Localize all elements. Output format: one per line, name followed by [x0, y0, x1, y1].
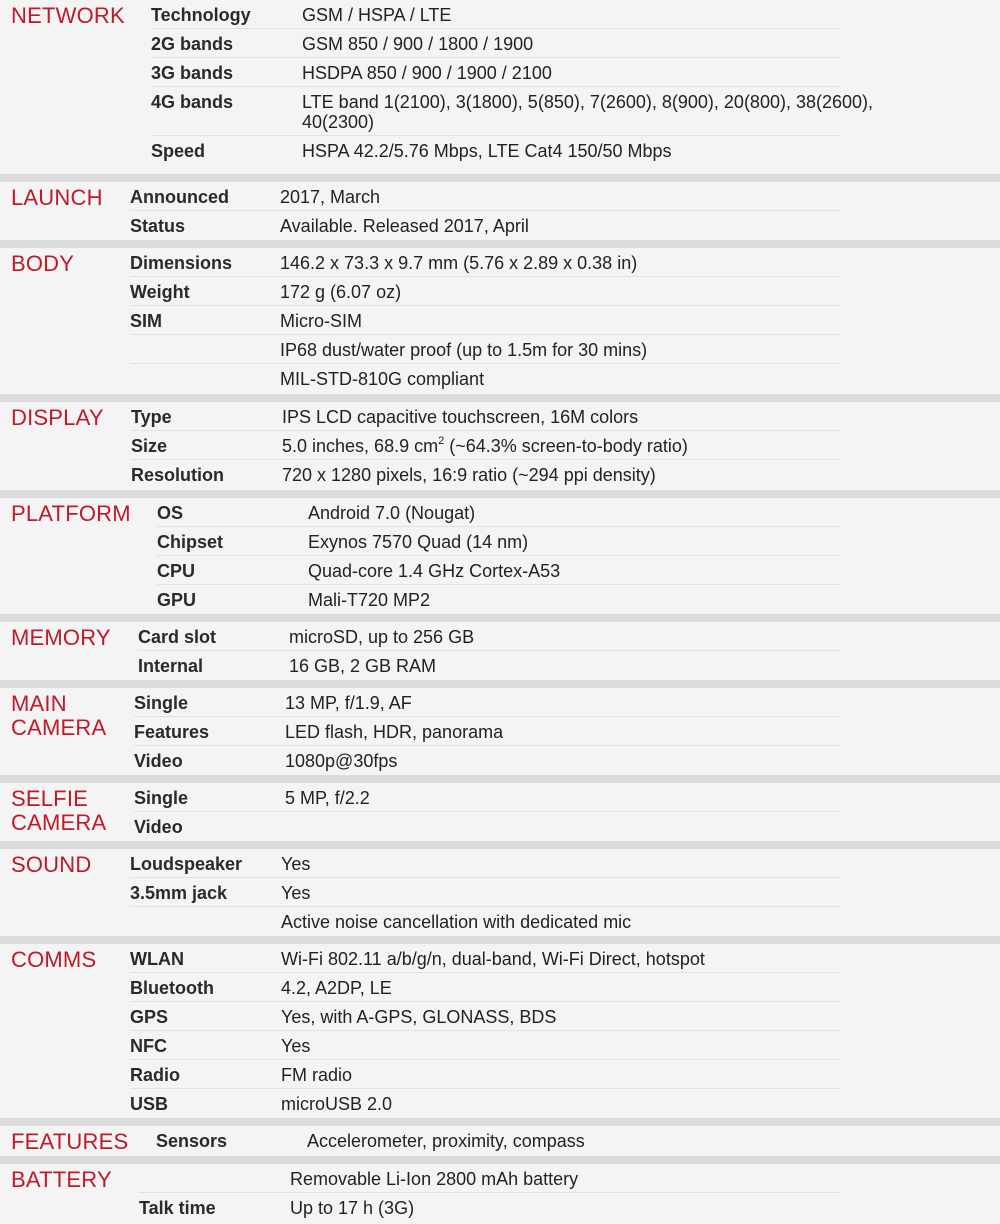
spec-value [281, 907, 1000, 936]
spec-label: Bluetooth [130, 978, 214, 998]
spec-row [156, 1126, 840, 1155]
spec-row [138, 622, 840, 651]
section-title: MEMORY [11, 625, 111, 650]
spec-row [130, 182, 840, 211]
spec-row [130, 1089, 840, 1118]
spec-value-text: Yes [281, 883, 311, 903]
spec-value-text: Yes, with A-GPS, GLONASS, BDS [281, 1007, 557, 1027]
spec-row [157, 585, 840, 614]
spec-value-text: Yes [281, 854, 311, 874]
section-platform [0, 498, 1000, 622]
spec-label: Radio [130, 1065, 181, 1085]
spec-label: 2G bands [151, 34, 234, 54]
spec-value-text: microUSB 2.0 [281, 1094, 393, 1114]
spec-value [280, 211, 1000, 240]
spec-row [130, 1060, 840, 1089]
spec-label: Type [131, 407, 172, 427]
section-selfie-camera [0, 783, 1000, 849]
spec-row [131, 460, 840, 489]
spec-value-text: 4.2, A2DP, LE [281, 978, 392, 998]
spec-value [281, 1031, 1000, 1060]
spec-label: GPU [157, 590, 197, 610]
spec-label: Announced [130, 187, 229, 207]
section-title: SOUND [11, 852, 92, 877]
spec-row [130, 944, 840, 973]
spec-value [290, 1193, 1000, 1222]
spec-value [281, 1002, 1000, 1031]
spec-value-text: 146.2 x 73.3 x 9.7 mm (5.76 x 2.89 x 0.38 in) [280, 253, 638, 273]
spec-row [130, 277, 840, 306]
spec-value [282, 460, 1000, 489]
spec-value-text: 172 g (6.07 oz) [280, 282, 402, 302]
spec-value-text: FM radio [281, 1065, 353, 1085]
section-comms [0, 944, 1000, 1126]
spec-label: Single [134, 693, 189, 713]
spec-row [130, 211, 840, 240]
spec-row [157, 556, 840, 585]
spec-value-text: IP68 dust/water proof (up to 1.5m for 30 mins) [280, 340, 648, 360]
spec-value [302, 0, 1000, 29]
spec-label: Status [130, 216, 186, 236]
spec-value [285, 688, 1000, 717]
section-memory [0, 622, 1000, 688]
spec-value-text: Active noise cancellation with dedicated mic [281, 912, 632, 932]
spec-row [157, 498, 840, 527]
spec-value [302, 136, 1000, 165]
spec-value [281, 878, 1000, 907]
spec-value [289, 622, 1000, 651]
spec-label: Card slot [138, 627, 217, 647]
spec-label: USB [130, 1094, 169, 1114]
spec-label [130, 907, 281, 916]
spec-row [151, 29, 840, 58]
spec-value-text: microSD, up to 256 GB [289, 627, 475, 647]
spec-row [134, 717, 840, 746]
spec-value [280, 306, 1000, 335]
spec-value-text: Mali-T720 MP2 [308, 590, 431, 610]
spec-value-text: Accelerometer, proximity, compass [307, 1131, 585, 1151]
spec-value-text: 13 MP, f/1.9, AF [285, 693, 412, 713]
spec-value-text: GSM / HSPA / LTE [302, 5, 452, 25]
section-title: COMMS [11, 947, 97, 972]
spec-row [139, 1193, 840, 1222]
spec-row [134, 812, 840, 841]
spec-value-text: Exynos 7570 Quad (14 nm) [308, 532, 529, 552]
spec-value-text: 5 MP, f/2.2 [285, 788, 370, 808]
spec-row [130, 973, 840, 1002]
spec-row [138, 651, 840, 680]
spec-label: Speed [151, 141, 206, 161]
section-title: FEATURES [11, 1129, 129, 1154]
spec-row [134, 688, 840, 717]
spec-value [285, 812, 1000, 821]
spec-value [308, 585, 1000, 614]
spec-value [281, 1089, 1000, 1118]
spec-value-text: Removable Li-Ion 2800 mAh battery [290, 1169, 579, 1189]
spec-value [280, 277, 1000, 306]
spec-label: Internal [138, 656, 204, 676]
spec-row [130, 878, 840, 907]
section-main-camera [0, 688, 1000, 783]
spec-value [302, 58, 1000, 87]
spec-label: SIM [130, 311, 163, 331]
spec-row [130, 364, 840, 393]
spec-row [131, 431, 840, 460]
spec-value-text: 1080p@30fps [285, 751, 398, 771]
spec-row [134, 783, 840, 812]
spec-value-text: GSM 850 / 900 / 1800 / 1900 [302, 34, 534, 54]
spec-label: Size [131, 436, 168, 456]
spec-row [134, 746, 840, 775]
spec-value-text: LTE band 1(2100), 3(1800), 5(850), 7(2600), 8(900), 20(800), 38(2600), 40(2300) [302, 92, 874, 132]
spec-value-text: HSPA 42.2/5.76 Mbps, LTE Cat4 150/50 Mbps [302, 141, 672, 161]
spec-label: OS [157, 503, 184, 523]
spec-row [130, 1002, 840, 1031]
spec-value-superscript: 2 [438, 435, 445, 447]
section-battery [0, 1164, 1000, 1224]
section-title: SELFIE CAMERA [11, 786, 107, 835]
spec-value-text: IPS LCD capacitive touchscreen, 16M colors [282, 407, 639, 427]
spec-value-text: Up to 17 h (3G) [290, 1198, 415, 1218]
spec-value [281, 1060, 1000, 1089]
spec-label [130, 364, 280, 373]
spec-label: Video [134, 817, 183, 837]
spec-value [281, 849, 1000, 878]
spec-value [281, 973, 1000, 1002]
spec-value-text: Micro-SIM [280, 311, 362, 331]
spec-value [308, 498, 1000, 527]
spec-row [157, 527, 840, 556]
spec-value [285, 746, 1000, 775]
spec-value-text: Yes [281, 1036, 311, 1056]
spec-value-text: HSDPA 850 / 900 / 1900 / 2100 [302, 63, 552, 83]
spec-label: Weight [130, 282, 190, 302]
section-network [0, 0, 1000, 182]
spec-label: 3G bands [151, 63, 234, 83]
spec-row [130, 907, 840, 936]
spec-value-text: MIL-STD-810G compliant [280, 369, 485, 389]
section-title: BATTERY [11, 1167, 112, 1192]
spec-row [151, 87, 874, 136]
spec-label: WLAN [130, 949, 184, 969]
spec-value [308, 556, 1000, 585]
spec-label: 4G bands [151, 92, 234, 112]
spec-value-text: 720 x 1280 pixels, 16:9 ratio (~294 ppi density) [282, 465, 656, 485]
spec-value-suffix: (~64.3% screen-to-body ratio) [444, 436, 688, 456]
spec-value [281, 944, 1000, 973]
spec-label [139, 1164, 290, 1173]
spec-row [131, 402, 840, 431]
spec-row [130, 1031, 840, 1060]
spec-value [290, 1164, 1000, 1193]
spec-row [151, 58, 840, 87]
spec-row [151, 136, 840, 165]
spec-value-text: LED flash, HDR, panorama [285, 722, 504, 742]
spec-row [139, 1164, 840, 1193]
spec-label: Resolution [131, 465, 224, 485]
spec-value-text: Android 7.0 (Nougat) [308, 503, 476, 523]
spec-label: Sensors [156, 1131, 228, 1151]
spec-label: Single [134, 788, 189, 808]
spec-label [130, 335, 280, 344]
spec-value [282, 431, 1000, 460]
spec-row [130, 306, 840, 335]
section-sound [0, 849, 1000, 944]
spec-value-text: Quad-core 1.4 GHz Cortex-A53 [308, 561, 561, 581]
spec-label: 3.5mm jack [130, 883, 228, 903]
section-body [0, 248, 1000, 402]
spec-value [289, 651, 1000, 680]
spec-label: Technology [151, 5, 251, 25]
section-features [0, 1126, 1000, 1164]
spec-value [285, 717, 1000, 746]
spec-label: Chipset [157, 532, 224, 552]
section-title: DISPLAY [11, 405, 104, 430]
section-display [0, 402, 1000, 498]
spec-row [130, 849, 840, 878]
spec-label: NFC [130, 1036, 167, 1056]
spec-row [130, 248, 840, 277]
spec-label: CPU [157, 561, 196, 581]
spec-row [130, 335, 840, 364]
spec-label: Talk time [139, 1198, 216, 1218]
spec-label: GPS [130, 1007, 169, 1027]
section-title: MAIN CAMERA [11, 691, 107, 740]
spec-value [282, 402, 1000, 431]
section-launch [0, 182, 1000, 248]
spec-value [280, 364, 1000, 393]
spec-row [151, 0, 840, 29]
spec-value [307, 1126, 1000, 1155]
spec-value [308, 527, 1000, 556]
spec-value-text: 2017, March [280, 187, 381, 207]
spec-value [280, 182, 1000, 211]
spec-label: Video [134, 751, 183, 771]
spec-value-text: Wi-Fi 802.11 a/b/g/n, dual-band, Wi-Fi Direct, hotspot [281, 949, 705, 969]
section-title: BODY [11, 251, 75, 276]
spec-value-text: Available. Released 2017, April [280, 216, 529, 236]
spec-value [302, 87, 1000, 136]
section-title: PLATFORM [11, 501, 131, 526]
section-title: NETWORK [11, 3, 125, 28]
spec-value-text: 5.0 inches, 68.9 cm [282, 436, 439, 456]
spec-label: Features [134, 722, 210, 742]
spec-label: Dimensions [130, 253, 233, 273]
spec-label: Loudspeaker [130, 854, 243, 874]
spec-value-text: 16 GB, 2 GB RAM [289, 656, 437, 676]
spec-value [280, 248, 1000, 277]
section-title: LAUNCH [11, 185, 103, 210]
spec-value [302, 29, 1000, 58]
spec-value [285, 783, 1000, 812]
spec-value [280, 335, 1000, 364]
